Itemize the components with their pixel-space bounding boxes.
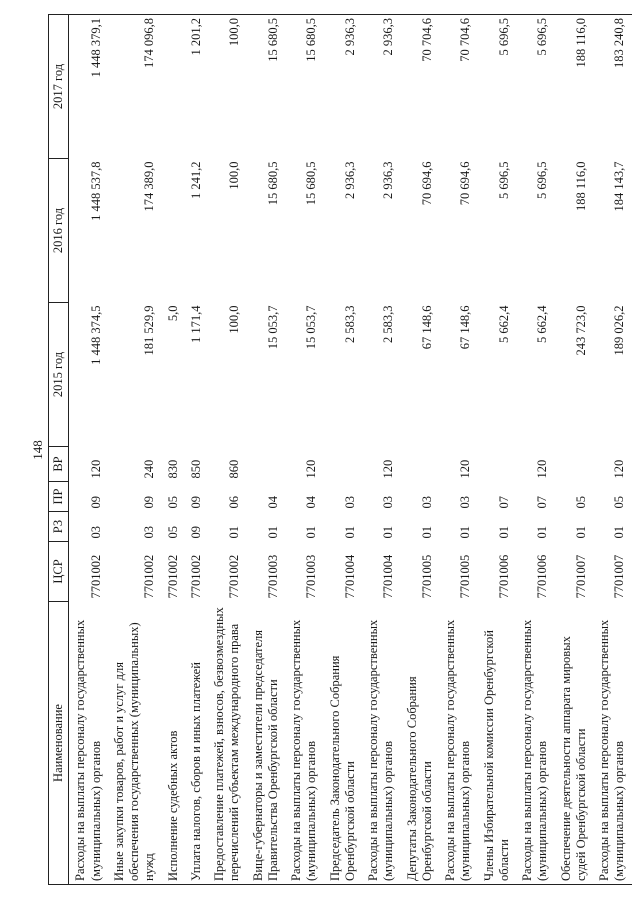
cell-y2015: 1 171,4 — [188, 305, 203, 343]
cell-rz: 01 — [573, 526, 588, 539]
cell-pr: 04 — [304, 496, 319, 509]
cell-vr: 120 — [458, 459, 473, 479]
cell-rz: 01 — [381, 526, 396, 539]
cell-y2017: 2 936,3 — [362, 15, 401, 159]
cell-csr: 7701002 — [227, 554, 242, 599]
cell-rz: 03 — [88, 526, 103, 539]
cell-y2017 — [162, 15, 185, 159]
cell-pr: 03 — [381, 496, 396, 509]
cell-name: Исполнение судебных актов — [162, 602, 185, 885]
cell-vr: 120 — [535, 459, 550, 479]
cell-csr: 7701002 — [142, 554, 157, 599]
cell-pr: 06 — [227, 496, 242, 509]
table-row — [555, 15, 594, 885]
page-number: 148 — [30, 440, 45, 460]
cell-rz: 01 — [535, 526, 550, 539]
cell-name: Расходы на выплаты персоналу государственных (муниципальных) органов — [593, 602, 632, 885]
col-header-name: Наименование — [49, 602, 69, 885]
cell-y2017: 100,0 — [208, 15, 247, 159]
table-row — [162, 15, 185, 885]
cell-y2017: 183 240,8 — [593, 15, 632, 159]
cell-y2016: 5 696,5 — [496, 161, 511, 199]
cell-rz: 01 — [496, 526, 511, 539]
cell-pr: 09 — [188, 496, 203, 509]
cell-pr: 05 — [165, 496, 180, 509]
cell-csr: 7701007 — [573, 554, 588, 599]
cell-y2015: 2 583,3 — [342, 305, 357, 343]
cell-rz: 01 — [265, 526, 280, 539]
cell-y2015: 243 723,0 — [573, 305, 588, 356]
cell-name: Обеспечение деятельности аппарата мировых судей Оренбургской области — [555, 602, 594, 885]
cell-y2015: 5,0 — [165, 305, 180, 322]
cell-pr: 03 — [458, 496, 473, 509]
cell-name: Предоставление платежей, взносов, безвозмездных перечислений субъектам международного права — [208, 602, 247, 885]
cell-vr — [401, 447, 440, 482]
cell-vr — [324, 447, 363, 482]
cell-y2015: 67 148,6 — [458, 305, 473, 350]
cell-y2016: 15 680,5 — [265, 161, 280, 206]
table-row — [247, 15, 286, 885]
table-row — [401, 15, 440, 885]
cell-csr: 7701002 — [165, 554, 180, 599]
header-row — [49, 15, 69, 885]
cell-pr: 04 — [265, 496, 280, 509]
cell-name: Депутаты Законодательного Собрания Оренбургской области — [401, 602, 440, 885]
cell-rz: 01 — [419, 526, 434, 539]
cell-y2016: 100,0 — [227, 161, 242, 190]
col-header-csr: ЦСР — [49, 542, 69, 602]
cell-csr: 7701002 — [88, 554, 103, 599]
cell-y2015: 67 148,6 — [419, 305, 434, 350]
cell-pr: 05 — [612, 496, 627, 509]
col-header-2016: 2016 год — [49, 159, 69, 303]
cell-y2015: 5 662,4 — [535, 305, 550, 343]
cell-rz: 05 — [165, 526, 180, 539]
cell-name: Расходы на выплаты персоналу государственных (муниципальных) органов — [285, 602, 324, 885]
cell-y2016: 15 680,5 — [304, 161, 319, 206]
budget-table — [48, 14, 632, 885]
col-header-vr: ВР — [49, 447, 69, 482]
cell-y2017: 174 096,8 — [108, 15, 162, 159]
cell-csr: 7701004 — [342, 554, 357, 599]
cell-rz: 01 — [304, 526, 319, 539]
cell-y2015: 189 026,2 — [612, 305, 627, 356]
cell-y2015: 100,0 — [227, 305, 242, 334]
cell-name: Расходы на выплаты персоналу государственных (муниципальных) органов — [439, 602, 478, 885]
cell-vr: 120 — [612, 459, 627, 479]
cell-csr: 7701005 — [458, 554, 473, 599]
cell-y2017: 70 704,6 — [439, 15, 478, 159]
cell-y2017: 15 680,5 — [285, 15, 324, 159]
cell-csr: 7701006 — [496, 554, 511, 599]
cell-y2017: 2 936,3 — [324, 15, 363, 159]
cell-csr: 7701004 — [381, 554, 396, 599]
col-header-2017: 2017 год — [49, 15, 69, 159]
table-row — [362, 15, 401, 885]
table-row — [108, 15, 162, 885]
cell-pr: 07 — [535, 496, 550, 509]
cell-rz: 01 — [342, 526, 357, 539]
table-row — [593, 15, 632, 885]
cell-rz: 09 — [188, 526, 203, 539]
cell-y2015: 15 053,7 — [265, 305, 280, 350]
cell-y2016: 184 143,7 — [612, 161, 627, 212]
cell-y2016: 1 241,2 — [188, 161, 203, 199]
cell-pr: 03 — [342, 496, 357, 509]
cell-csr: 7701003 — [265, 554, 280, 599]
cell-vr: 240 — [142, 459, 157, 479]
cell-y2016: 70 694,6 — [458, 161, 473, 206]
col-header-2015: 2015 год — [49, 303, 69, 447]
rotated-content — [20, 15, 627, 885]
table-body — [69, 15, 632, 885]
cell-csr: 7701005 — [419, 554, 434, 599]
table-row — [285, 15, 324, 885]
cell-rz: 03 — [142, 526, 157, 539]
cell-csr: 7701002 — [188, 554, 203, 599]
cell-y2017: 5 696,5 — [516, 15, 555, 159]
table-row — [439, 15, 478, 885]
cell-y2015: 2 583,3 — [381, 305, 396, 343]
cell-y2017: 188 116,0 — [555, 15, 594, 159]
cell-vr — [555, 447, 594, 482]
cell-y2015: 181 529,9 — [142, 305, 157, 356]
cell-csr: 7701003 — [304, 554, 319, 599]
cell-rz: 01 — [458, 526, 473, 539]
cell-vr — [247, 447, 286, 482]
cell-y2016: 70 694,6 — [419, 161, 434, 206]
table-row — [208, 15, 247, 885]
col-header-rz: РЗ — [49, 512, 69, 542]
cell-vr: 120 — [88, 459, 103, 479]
cell-name: Расходы на выплаты персоналу государственных (муниципальных) органов — [516, 602, 555, 885]
cell-y2017: 70 704,6 — [401, 15, 440, 159]
cell-vr: 860 — [227, 459, 242, 479]
cell-y2017: 1 448 379,1 — [69, 15, 108, 159]
cell-pr: 09 — [142, 496, 157, 509]
cell-pr: 05 — [573, 496, 588, 509]
cell-y2016: 2 936,3 — [342, 161, 357, 199]
cell-y2016: 1 448 537,8 — [88, 161, 103, 221]
cell-y2016: 2 936,3 — [381, 161, 396, 199]
cell-name: Уплата налогов, сборов и иных платежей — [185, 602, 208, 885]
table-row — [324, 15, 363, 885]
cell-rz: 01 — [612, 526, 627, 539]
cell-csr: 7701006 — [535, 554, 550, 599]
cell-vr: 120 — [304, 459, 319, 479]
cell-y2016 — [162, 159, 185, 303]
cell-pr: 07 — [496, 496, 511, 509]
table-row — [478, 15, 517, 885]
col-header-pr: ПР — [49, 482, 69, 512]
cell-y2017: 15 680,5 — [247, 15, 286, 159]
cell-y2016: 174 389,0 — [142, 161, 157, 212]
table-row — [185, 15, 208, 885]
cell-y2015: 5 662,4 — [496, 305, 511, 343]
cell-y2016: 5 696,5 — [535, 161, 550, 199]
cell-name: Вице-губернаторы и заместители председателя Правительства Оренбургской области — [247, 602, 286, 885]
table-row — [516, 15, 555, 885]
cell-csr: 7701007 — [612, 554, 627, 599]
cell-name: Председатель Законодательного Собрания Оренбургской области — [324, 602, 363, 885]
cell-rz: 01 — [227, 526, 242, 539]
cell-name: Иные закупки товаров, работ и услуг для обеспечения государственных (муниципальных) нужд — [108, 602, 162, 885]
cell-pr: 09 — [88, 496, 103, 509]
cell-y2017: 5 696,5 — [478, 15, 517, 159]
cell-pr: 03 — [419, 496, 434, 509]
cell-y2017: 1 201,2 — [185, 15, 208, 159]
cell-y2015: 1 448 374,5 — [88, 305, 103, 365]
table-row — [69, 15, 108, 885]
cell-y2016: 188 116,0 — [573, 161, 588, 212]
cell-vr: 850 — [188, 459, 203, 479]
cell-name: Члены Избирательной комиссии Оренбургской области — [478, 602, 517, 885]
cell-vr — [478, 447, 517, 482]
cell-vr: 830 — [165, 459, 180, 479]
cell-name: Расходы на выплаты персоналу государственных (муниципальных) органов — [362, 602, 401, 885]
cell-vr: 120 — [381, 459, 396, 479]
cell-name: Расходы на выплаты персоналу государственных (муниципальных) органов — [69, 602, 108, 885]
cell-y2015: 15 053,7 — [304, 305, 319, 350]
